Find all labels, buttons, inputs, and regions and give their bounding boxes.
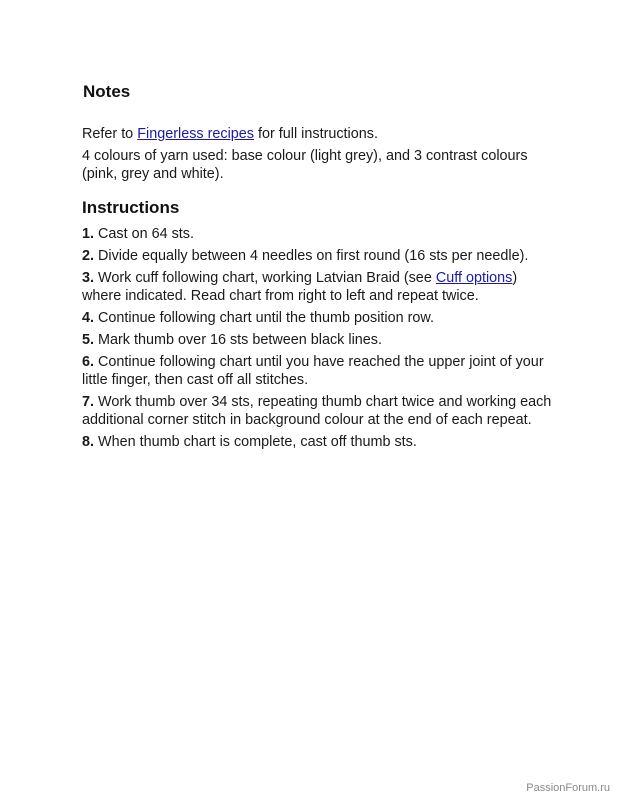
fingerless-recipes-link[interactable]: Fingerless recipes	[137, 126, 254, 142]
instruction-item	[82, 247, 552, 265]
instruction-number: 7.	[82, 394, 95, 410]
instruction-item	[82, 309, 552, 327]
instruction-text: Mark thumb over 16 sts between black lines.	[98, 332, 382, 348]
instruction-item	[82, 269, 552, 305]
instruction-number: 5.	[82, 332, 95, 348]
watermark-text: PassionForum.ru	[526, 782, 610, 794]
instruction-text: Continue following chart until you have reached the upper joint of your little finger, then cast off all stitches.	[82, 354, 544, 388]
instruction-item	[82, 393, 552, 429]
instruction-number: 6.	[82, 354, 95, 370]
instruction-text-before: Work cuff following chart, working Latvian Braid (see	[98, 270, 436, 286]
cuff-options-link[interactable]: Cuff options	[435, 270, 513, 286]
refer-suffix: for full instructions.	[253, 126, 378, 142]
instructions-list	[82, 225, 552, 455]
instruction-text: Work thumb over 34 sts, repeating thumb chart twice and working each additional corner stitch in background colour at the end of each repeat.	[82, 394, 552, 428]
instruction-number: 1.	[82, 226, 95, 242]
instruction-text: When thumb chart is complete, cast off thumb sts.	[98, 434, 417, 450]
instruction-item	[82, 433, 552, 451]
instruction-item	[82, 331, 552, 349]
instruction-text: Divide equally between 4 needles on first round (16 sts per needle).	[98, 248, 529, 264]
notes-section	[82, 125, 552, 183]
instructions-heading: Instructions	[82, 198, 180, 217]
instruction-text: Cast on 64 sts.	[98, 226, 195, 242]
instruction-number: 2.	[82, 248, 95, 264]
instruction-text: Continue following chart until the thumb position row.	[98, 310, 434, 326]
instruction-number: 8.	[82, 434, 95, 450]
instruction-item	[82, 353, 552, 389]
instruction-number: 3.	[82, 270, 95, 286]
refer-line	[82, 125, 552, 143]
instruction-text-after: ) where indicated. Read chart from right to left and repeat twice.	[82, 270, 518, 304]
notes-heading: Notes	[83, 82, 131, 101]
colours-line: 4 colours of yarn used: base colour (light grey), and 3 contrast colours (pink, grey and white).	[82, 148, 528, 182]
refer-prefix: Refer to	[82, 126, 138, 142]
instruction-number: 4.	[82, 310, 95, 326]
instruction-item	[82, 225, 552, 243]
